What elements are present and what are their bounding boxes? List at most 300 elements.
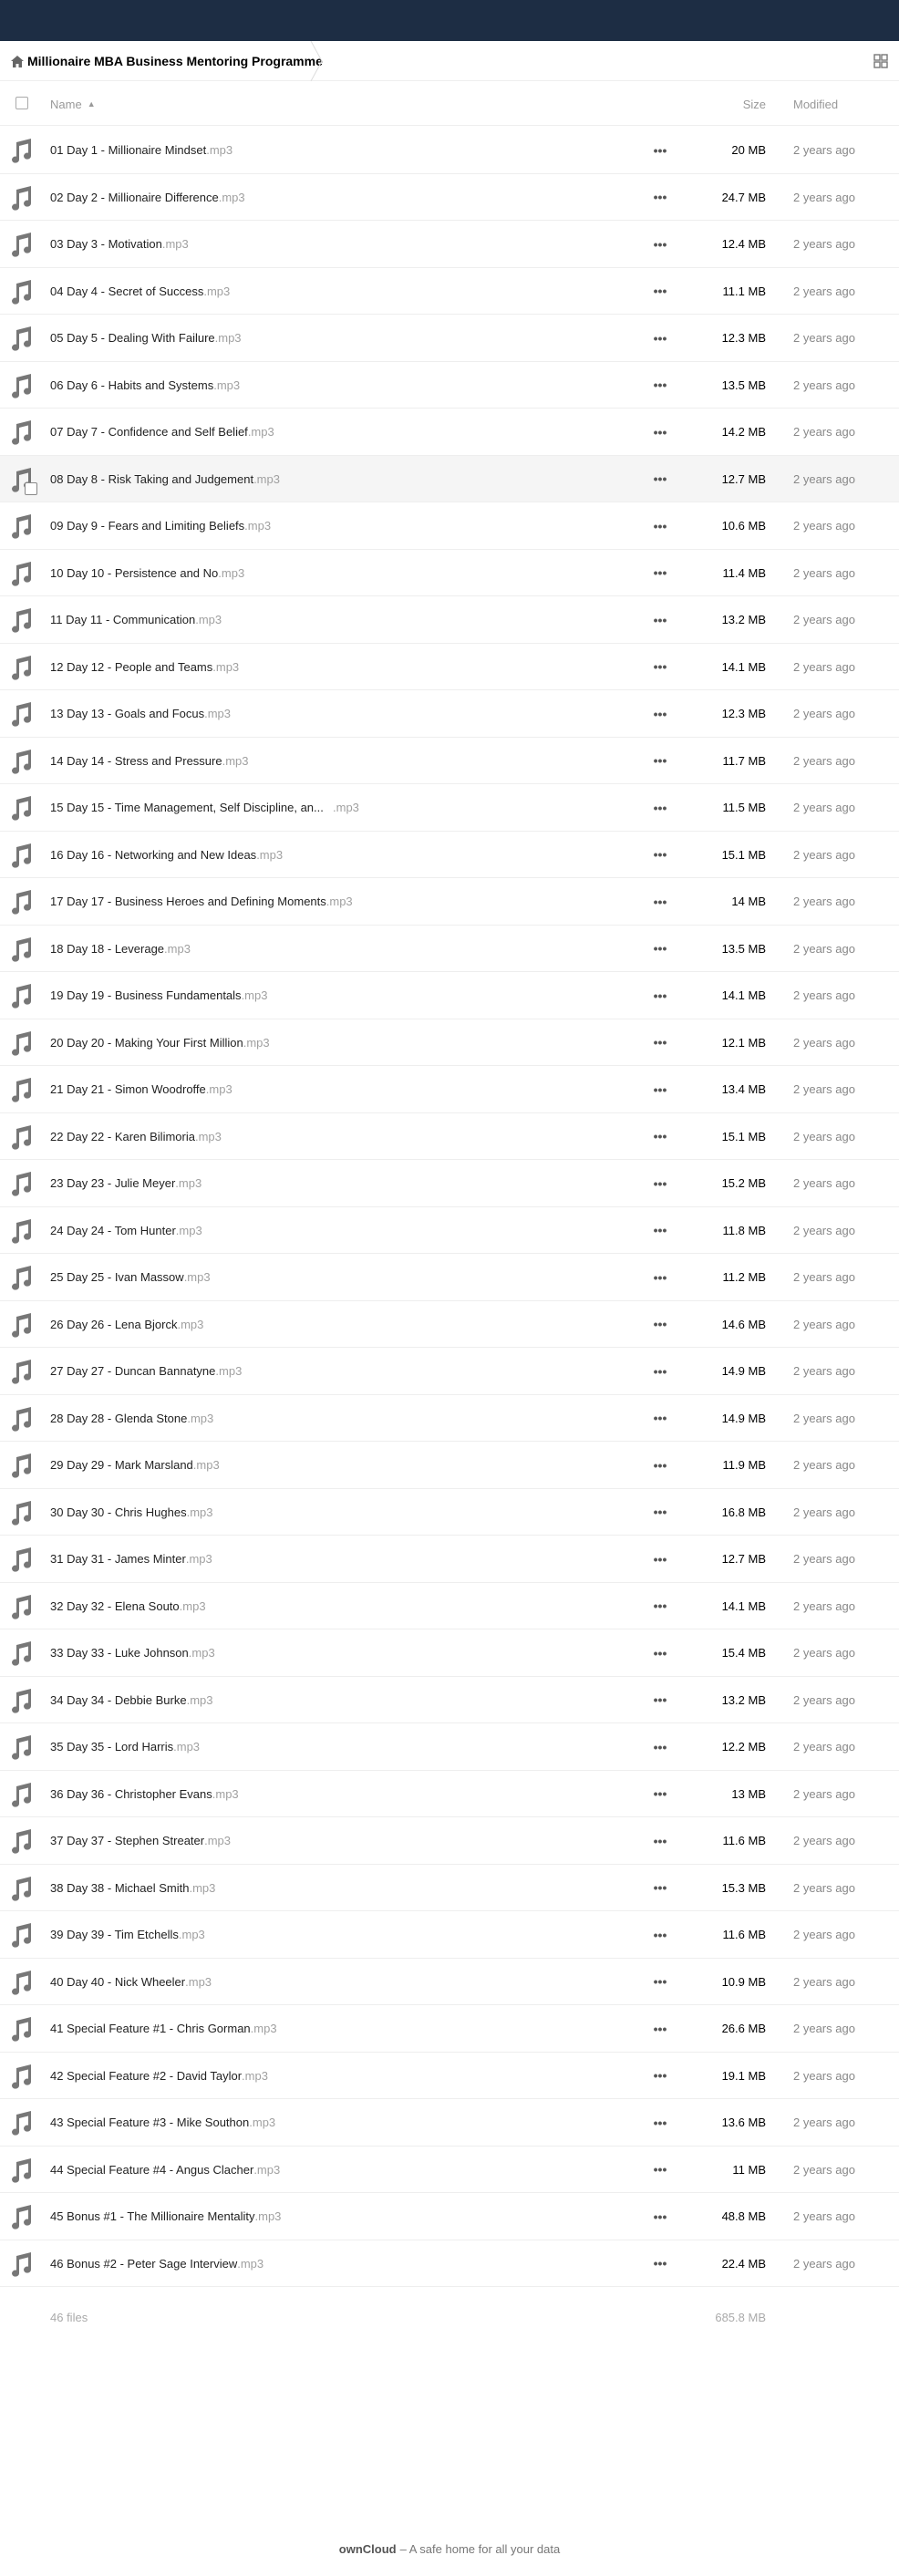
music-note-icon[interactable]: [9, 1030, 33, 1056]
more-dots-icon[interactable]: •••: [653, 894, 667, 909]
file-name[interactable]: [50, 784, 324, 831]
file-name[interactable]: [50, 1536, 212, 1582]
file-modified: 2 years ago: [793, 519, 855, 533]
file-extension: .mp3: [215, 1364, 243, 1378]
music-note-icon[interactable]: [9, 1453, 33, 1478]
table-row[interactable]: [0, 1865, 899, 1912]
more-dots-icon[interactable]: •••: [653, 1129, 667, 1143]
file-size: 14 MB: [731, 895, 766, 908]
file-modified: 2 years ago: [793, 1552, 855, 1566]
file-modified: 2 years ago: [793, 1364, 855, 1378]
music-note-icon[interactable]: [9, 1077, 33, 1102]
file-name[interactable]: [50, 1066, 232, 1112]
more-dots-icon[interactable]: •••: [653, 1411, 667, 1425]
file-size: 12.7 MB: [721, 1552, 766, 1566]
table-row[interactable]: [0, 2193, 899, 2240]
music-note-icon[interactable]: [9, 373, 33, 398]
file-name[interactable]: [50, 1911, 205, 1958]
music-note-icon[interactable]: [9, 232, 33, 257]
file-basename: 22 Day 22 - Karen Bilimoria: [50, 1129, 195, 1143]
table-row[interactable]: [0, 2005, 899, 2053]
more-dots-icon[interactable]: •••: [653, 1457, 667, 1473]
more-dots-icon[interactable]: •••: [653, 1974, 667, 1989]
music-note-icon[interactable]: [9, 1265, 33, 1290]
more-dots-icon[interactable]: •••: [653, 659, 667, 674]
file-name[interactable]: [50, 1113, 222, 1160]
more-dots-icon[interactable]: •••: [653, 190, 667, 204]
file-basename: 16 Day 16 - Networking and New Ideas: [50, 847, 257, 862]
file-name[interactable]: [50, 1817, 231, 1864]
music-note-icon[interactable]: [9, 419, 33, 445]
file-size: 11.6 MB: [722, 1834, 766, 1847]
music-note-icon[interactable]: [9, 2016, 33, 2042]
table-row[interactable]: [0, 926, 899, 973]
file-extension: .mp3: [185, 1552, 212, 1566]
file-name[interactable]: [50, 690, 231, 737]
music-note-icon[interactable]: [9, 795, 33, 821]
more-dots-icon[interactable]: •••: [653, 706, 667, 721]
file-modified: 2 years ago: [793, 471, 855, 486]
music-note-icon[interactable]: [9, 185, 33, 211]
music-note-icon[interactable]: [9, 326, 33, 351]
more-dots-icon[interactable]: •••: [653, 330, 667, 346]
file-size: 22.4 MB: [721, 2256, 766, 2271]
table-row[interactable]: [0, 2053, 899, 2100]
table-row[interactable]: [0, 1066, 899, 1113]
table-row[interactable]: [0, 456, 899, 503]
table-row[interactable]: [0, 784, 899, 832]
more-dots-icon[interactable]: •••: [653, 1269, 667, 1285]
table-row[interactable]: [0, 315, 899, 362]
more-dots-icon[interactable]: •••: [653, 1739, 667, 1754]
file-name[interactable]: [50, 1207, 202, 1254]
file-basename: 40 Day 40 - Nick Wheeler: [50, 1974, 186, 1989]
table-row[interactable]: [0, 2240, 899, 2288]
more-dots-icon[interactable]: •••: [653, 1035, 667, 1050]
file-size: 11 MB: [732, 2162, 766, 2177]
table-row[interactable]: [0, 1536, 899, 1583]
table-row[interactable]: [0, 1583, 899, 1630]
file-size: 12.1 MB: [721, 1035, 766, 1050]
more-dots-icon[interactable]: •••: [653, 988, 667, 1003]
file-size: 48.8 MB: [721, 2209, 766, 2223]
more-dots-icon[interactable]: •••: [653, 1692, 667, 1707]
file-name[interactable]: [50, 268, 230, 315]
more-dots-icon[interactable]: •••: [653, 565, 667, 580]
file-summary: [0, 2294, 899, 2340]
file-size: 15.1 MB: [721, 1129, 766, 1143]
file-modified: 2 years ago: [793, 613, 855, 626]
more-dots-icon[interactable]: •••: [653, 2068, 667, 2083]
file-name[interactable]: [50, 2147, 280, 2193]
file-extension: .mp3: [333, 801, 359, 814]
file-size: 12.7 MB: [721, 471, 766, 486]
music-note-icon[interactable]: [9, 843, 33, 868]
file-modified: 2 years ago: [793, 1082, 855, 1096]
file-extension: .mp3: [194, 1129, 222, 1143]
file-modified: 2 years ago: [793, 378, 855, 392]
file-extension: .mp3: [253, 471, 280, 486]
file-name[interactable]: [50, 644, 239, 690]
column-modified[interactable]: Modified: [793, 97, 839, 111]
file-extension: .mp3: [254, 2209, 282, 2223]
music-note-icon[interactable]: [9, 1312, 33, 1338]
file-name[interactable]: [50, 2240, 264, 2287]
table-row[interactable]: [0, 878, 899, 926]
file-modified: 2 years ago: [793, 941, 855, 956]
music-note-icon[interactable]: [9, 561, 33, 586]
file-name[interactable]: [50, 1395, 213, 1442]
music-note-icon[interactable]: [9, 1922, 33, 1948]
table-row[interactable]: [0, 1160, 899, 1207]
more-dots-icon[interactable]: •••: [653, 518, 667, 533]
more-dots-icon[interactable]: •••: [653, 1505, 667, 1519]
more-dots-icon[interactable]: •••: [653, 1880, 667, 1895]
file-name[interactable]: [50, 456, 280, 502]
grid-view-icon[interactable]: [863, 42, 899, 80]
file-name[interactable]: [50, 362, 240, 409]
music-note-icon[interactable]: [9, 1218, 33, 1244]
footer-brand[interactable]: ownCloud: [338, 2541, 397, 2556]
music-note-icon[interactable]: [9, 1547, 33, 1572]
table-row[interactable]: [0, 972, 899, 1019]
table-row[interactable]: [0, 1348, 899, 1395]
file-name[interactable]: [50, 832, 283, 878]
file-modified: 2 years ago: [793, 237, 855, 251]
file-size: 13.2 MB: [721, 1692, 766, 1707]
file-name[interactable]: [50, 1254, 211, 1300]
file-name[interactable]: [50, 878, 353, 925]
file-name[interactable]: [50, 2099, 275, 2146]
file-name[interactable]: [50, 972, 267, 1019]
file-basename: 26 Day 26 - Lena Bjorck: [50, 1317, 178, 1331]
file-extension: .mp3: [188, 1646, 215, 1660]
file-name[interactable]: [50, 1583, 206, 1629]
more-dots-icon[interactable]: •••: [653, 2115, 667, 2130]
table-row[interactable]: [0, 362, 899, 409]
music-note-icon[interactable]: [9, 749, 33, 774]
file-modified: 2 years ago: [793, 425, 855, 439]
table-row[interactable]: [0, 409, 899, 456]
more-dots-icon[interactable]: •••: [653, 378, 667, 392]
file-extension: .mp3: [256, 847, 284, 862]
table-row[interactable]: [0, 127, 899, 174]
more-dots-icon[interactable]: •••: [653, 1175, 667, 1191]
more-dots-icon[interactable]: •••: [653, 1081, 667, 1097]
music-note-icon[interactable]: [9, 1970, 33, 1995]
file-size: 14.1 MB: [721, 1598, 766, 1613]
file-extension: .mp3: [250, 2022, 277, 2035]
top-header-bar: [0, 0, 899, 41]
more-dots-icon[interactable]: •••: [653, 236, 667, 252]
file-size: 12.4 MB: [721, 237, 766, 251]
table-row[interactable]: [0, 1019, 899, 1067]
footer-tagline: – A safe home for all your data: [399, 2541, 561, 2556]
file-name[interactable]: [50, 1489, 212, 1536]
table-row[interactable]: [0, 690, 899, 738]
more-dots-icon[interactable]: •••: [653, 800, 667, 815]
file-name[interactable]: [50, 174, 245, 221]
more-dots-icon[interactable]: •••: [653, 2209, 667, 2224]
file-extension: .mp3: [244, 519, 272, 533]
file-basename: 44 Special Feature #4 - Angus Clacher: [50, 2162, 254, 2177]
file-modified: 2 years ago: [793, 1928, 855, 1941]
file-size: 11.9 MB: [722, 1458, 766, 1472]
music-note-icon[interactable]: [9, 2110, 33, 2136]
file-name[interactable]: [50, 1723, 200, 1770]
table-row[interactable]: [0, 1629, 899, 1677]
table-row[interactable]: [0, 1677, 899, 1724]
file-size: 15.1 MB: [721, 847, 766, 862]
file-extension: .mp3: [173, 1740, 201, 1754]
file-size: 13.4 MB: [721, 1082, 766, 1096]
file-size: 14.1 MB: [721, 988, 766, 1002]
file-modified: 2 years ago: [793, 1035, 855, 1050]
breadcrumb-current-folder[interactable]: Millionaire MBA Business Mentoring Programme: [27, 54, 323, 68]
more-dots-icon[interactable]: •••: [653, 941, 667, 956]
table-row[interactable]: [0, 1817, 899, 1865]
table-row[interactable]: [0, 2099, 899, 2147]
more-dots-icon[interactable]: •••: [653, 2021, 667, 2036]
file-extension: .mp3: [253, 2162, 281, 2177]
file-size: 12.2 MB: [721, 1740, 766, 1754]
file-basename: 45 Bonus #1 - The Millionaire Mentality: [50, 2209, 255, 2223]
table-row[interactable]: [0, 174, 899, 222]
file-extension: .mp3: [175, 1223, 202, 1237]
column-size[interactable]: Size: [742, 97, 766, 111]
file-modified: 2 years ago: [793, 1974, 855, 1989]
file-modified: 2 years ago: [793, 284, 855, 298]
music-note-icon[interactable]: [9, 1594, 33, 1619]
music-note-icon[interactable]: [9, 1828, 33, 1854]
music-note-icon[interactable]: [9, 655, 33, 680]
file-extension: .mp3: [206, 143, 233, 157]
file-extension: .mp3: [185, 1974, 212, 1989]
music-note-icon[interactable]: [9, 1876, 33, 1901]
music-note-icon[interactable]: [9, 1688, 33, 1713]
file-name[interactable]: [50, 315, 242, 361]
file-basename: 37 Day 37 - Stephen Streater: [50, 1834, 205, 1847]
file-size: 14.6 MB: [721, 1317, 766, 1331]
file-name[interactable]: [50, 2005, 277, 2052]
file-modified: 2 years ago: [793, 1646, 855, 1660]
file-extension: .mp3: [195, 613, 222, 626]
file-extension: .mp3: [212, 1786, 239, 1801]
file-extension: .mp3: [222, 753, 249, 768]
more-dots-icon[interactable]: •••: [653, 1363, 667, 1379]
music-note-icon[interactable]: [9, 138, 33, 163]
file-modified: 2 years ago: [793, 2162, 855, 2177]
file-size: 13.6 MB: [721, 2116, 766, 2129]
file-modified: 2 years ago: [793, 2256, 855, 2271]
more-dots-icon[interactable]: •••: [653, 424, 667, 440]
more-dots-icon[interactable]: •••: [653, 1645, 667, 1660]
music-note-icon[interactable]: [9, 2251, 33, 2277]
file-basename: 38 Day 38 - Michael Smith: [50, 1880, 190, 1895]
music-note-icon[interactable]: [9, 279, 33, 305]
table-row[interactable]: [0, 550, 899, 597]
more-dots-icon[interactable]: •••: [653, 1833, 667, 1848]
file-basename: 03 Day 3 - Motivation: [50, 237, 162, 251]
file-name[interactable]: [50, 596, 222, 643]
music-note-icon[interactable]: [9, 1406, 33, 1432]
music-note-icon[interactable]: [9, 1734, 33, 1760]
breadcrumb-bar: [0, 41, 899, 81]
more-dots-icon[interactable]: •••: [653, 471, 667, 486]
table-row[interactable]: [0, 1911, 899, 1959]
file-extension: .mp3: [187, 1411, 214, 1425]
music-note-icon[interactable]: [9, 607, 33, 633]
music-note-icon[interactable]: [9, 1171, 33, 1196]
music-note-icon[interactable]: [9, 1640, 33, 1666]
more-dots-icon[interactable]: •••: [653, 1551, 667, 1567]
file-basename: 05 Day 5 - Dealing With Failure: [50, 331, 215, 345]
music-note-icon[interactable]: [9, 1782, 33, 1807]
table-row[interactable]: [0, 221, 899, 268]
file-name[interactable]: [50, 127, 232, 173]
file-basename: 28 Day 28 - Glenda Stone: [50, 1411, 188, 1425]
file-modified: 2 years ago: [793, 2209, 855, 2223]
file-modified: 2 years ago: [793, 1411, 855, 1425]
more-dots-icon[interactable]: •••: [653, 1317, 667, 1331]
file-basename: 25 Day 25 - Ivan Massow: [50, 1270, 184, 1284]
music-note-icon[interactable]: [9, 889, 33, 915]
table-row[interactable]: [0, 1771, 899, 1818]
music-note-icon[interactable]: [9, 1500, 33, 1526]
file-name[interactable]: [50, 221, 189, 267]
table-row[interactable]: [0, 502, 899, 550]
file-basename: 29 Day 29 - Mark Marsland: [50, 1458, 193, 1472]
file-name[interactable]: [50, 2193, 281, 2240]
home-icon[interactable]: [9, 41, 26, 81]
more-dots-icon[interactable]: •••: [653, 1927, 667, 1942]
file-modified: 2 years ago: [793, 801, 855, 814]
file-name[interactable]: [50, 1959, 212, 2005]
file-extension: .mp3: [204, 1834, 232, 1847]
file-name[interactable]: [50, 1348, 242, 1394]
more-dots-icon[interactable]: •••: [653, 2162, 667, 2177]
file-extension: .mp3: [203, 284, 231, 298]
row-checkbox[interactable]: [25, 482, 37, 495]
music-note-icon[interactable]: [9, 1124, 33, 1150]
file-extension: .mp3: [205, 1082, 232, 1096]
file-name[interactable]: [50, 1677, 213, 1723]
file-name[interactable]: [50, 1629, 215, 1676]
more-dots-icon[interactable]: •••: [653, 142, 667, 158]
file-list: [0, 127, 899, 2287]
table-row[interactable]: [0, 1442, 899, 1489]
file-name[interactable]: [50, 550, 244, 596]
table-row[interactable]: [0, 832, 899, 879]
file-basename: 01 Day 1 - Millionaire Mindset: [50, 143, 207, 157]
file-extension: .mp3: [186, 1505, 213, 1519]
file-name[interactable]: [50, 926, 191, 972]
file-size: 11.6 MB: [722, 1928, 766, 1941]
file-name[interactable]: [50, 1019, 270, 1066]
music-note-icon[interactable]: [9, 513, 33, 539]
table-row[interactable]: [0, 1395, 899, 1443]
file-size: 13 MB: [731, 1786, 766, 1801]
file-basename: 41 Special Feature #1 - Chris Gorman: [50, 2022, 251, 2035]
file-name[interactable]: [50, 1865, 215, 1911]
more-dots-icon[interactable]: •••: [653, 2256, 667, 2271]
music-note-icon[interactable]: [9, 983, 33, 1009]
file-modified: 2 years ago: [793, 1176, 855, 1190]
file-name[interactable]: [50, 1301, 203, 1348]
file-basename: 14 Day 14 - Stress and Pressure: [50, 753, 222, 768]
select-all-checkbox[interactable]: [16, 97, 28, 109]
file-size: 16.8 MB: [721, 1505, 766, 1519]
file-extension: .mp3: [326, 895, 353, 908]
file-basename: 04 Day 4 - Secret of Success: [50, 284, 204, 298]
file-name[interactable]: [50, 409, 274, 455]
music-note-icon[interactable]: [9, 701, 33, 727]
table-row[interactable]: [0, 1113, 899, 1161]
table-row[interactable]: [0, 2147, 899, 2194]
table-row[interactable]: [0, 738, 899, 785]
file-extension: .mp3: [177, 1317, 204, 1331]
table-row[interactable]: [0, 644, 899, 691]
table-row[interactable]: [0, 1254, 899, 1301]
table-row[interactable]: [0, 1301, 899, 1349]
more-dots-icon[interactable]: •••: [653, 1598, 667, 1613]
file-modified: 2 years ago: [793, 1598, 855, 1613]
file-size: 14.9 MB: [721, 1411, 766, 1425]
table-row[interactable]: [0, 1959, 899, 2006]
more-dots-icon[interactable]: •••: [653, 1223, 667, 1237]
table-row[interactable]: [0, 1489, 899, 1536]
table-row[interactable]: [0, 1723, 899, 1771]
file-modified: 2 years ago: [793, 659, 855, 674]
music-note-icon[interactable]: [9, 936, 33, 962]
file-basename: 07 Day 7 - Confidence and Self Belief: [50, 425, 248, 439]
file-name[interactable]: [50, 1442, 220, 1488]
file-basename: 30 Day 30 - Chris Hughes: [50, 1505, 187, 1519]
file-basename: 39 Day 39 - Tim Etchells: [50, 1928, 179, 1941]
file-size: 11.8 MB: [722, 1223, 766, 1237]
file-size: 11.5 MB: [722, 801, 766, 814]
file-name[interactable]: [50, 2053, 268, 2099]
more-dots-icon[interactable]: •••: [653, 847, 667, 862]
file-name[interactable]: [50, 502, 271, 549]
more-dots-icon[interactable]: •••: [653, 1786, 667, 1801]
music-note-icon[interactable]: [9, 2064, 33, 2089]
file-basename: 18 Day 18 - Leverage: [50, 941, 165, 956]
file-extension: .mp3: [183, 1270, 211, 1284]
more-dots-icon[interactable]: •••: [653, 753, 667, 768]
file-modified: 2 years ago: [793, 2068, 855, 2083]
column-name[interactable]: [50, 82, 96, 126]
file-name[interactable]: [50, 1160, 202, 1206]
file-modified: 2 years ago: [793, 1317, 855, 1331]
file-name[interactable]: [50, 1771, 239, 1817]
more-dots-icon[interactable]: •••: [653, 612, 667, 627]
table-row[interactable]: [0, 1207, 899, 1255]
file-extension: .mp3: [189, 1880, 216, 1895]
music-note-icon[interactable]: [9, 2157, 33, 2183]
music-note-icon[interactable]: [9, 1359, 33, 1384]
file-size: 11.1 MB: [722, 284, 766, 298]
file-size: 11.2 MB: [722, 1270, 766, 1284]
table-row[interactable]: [0, 596, 899, 644]
music-note-icon[interactable]: [9, 2204, 33, 2229]
table-row[interactable]: [0, 268, 899, 316]
file-size: 26.6 MB: [721, 2022, 766, 2035]
file-name[interactable]: [50, 738, 249, 784]
file-extension: .mp3: [237, 2256, 264, 2271]
file-basename: 11 Day 11 - Communication: [50, 613, 196, 626]
more-dots-icon[interactable]: •••: [653, 284, 667, 298]
